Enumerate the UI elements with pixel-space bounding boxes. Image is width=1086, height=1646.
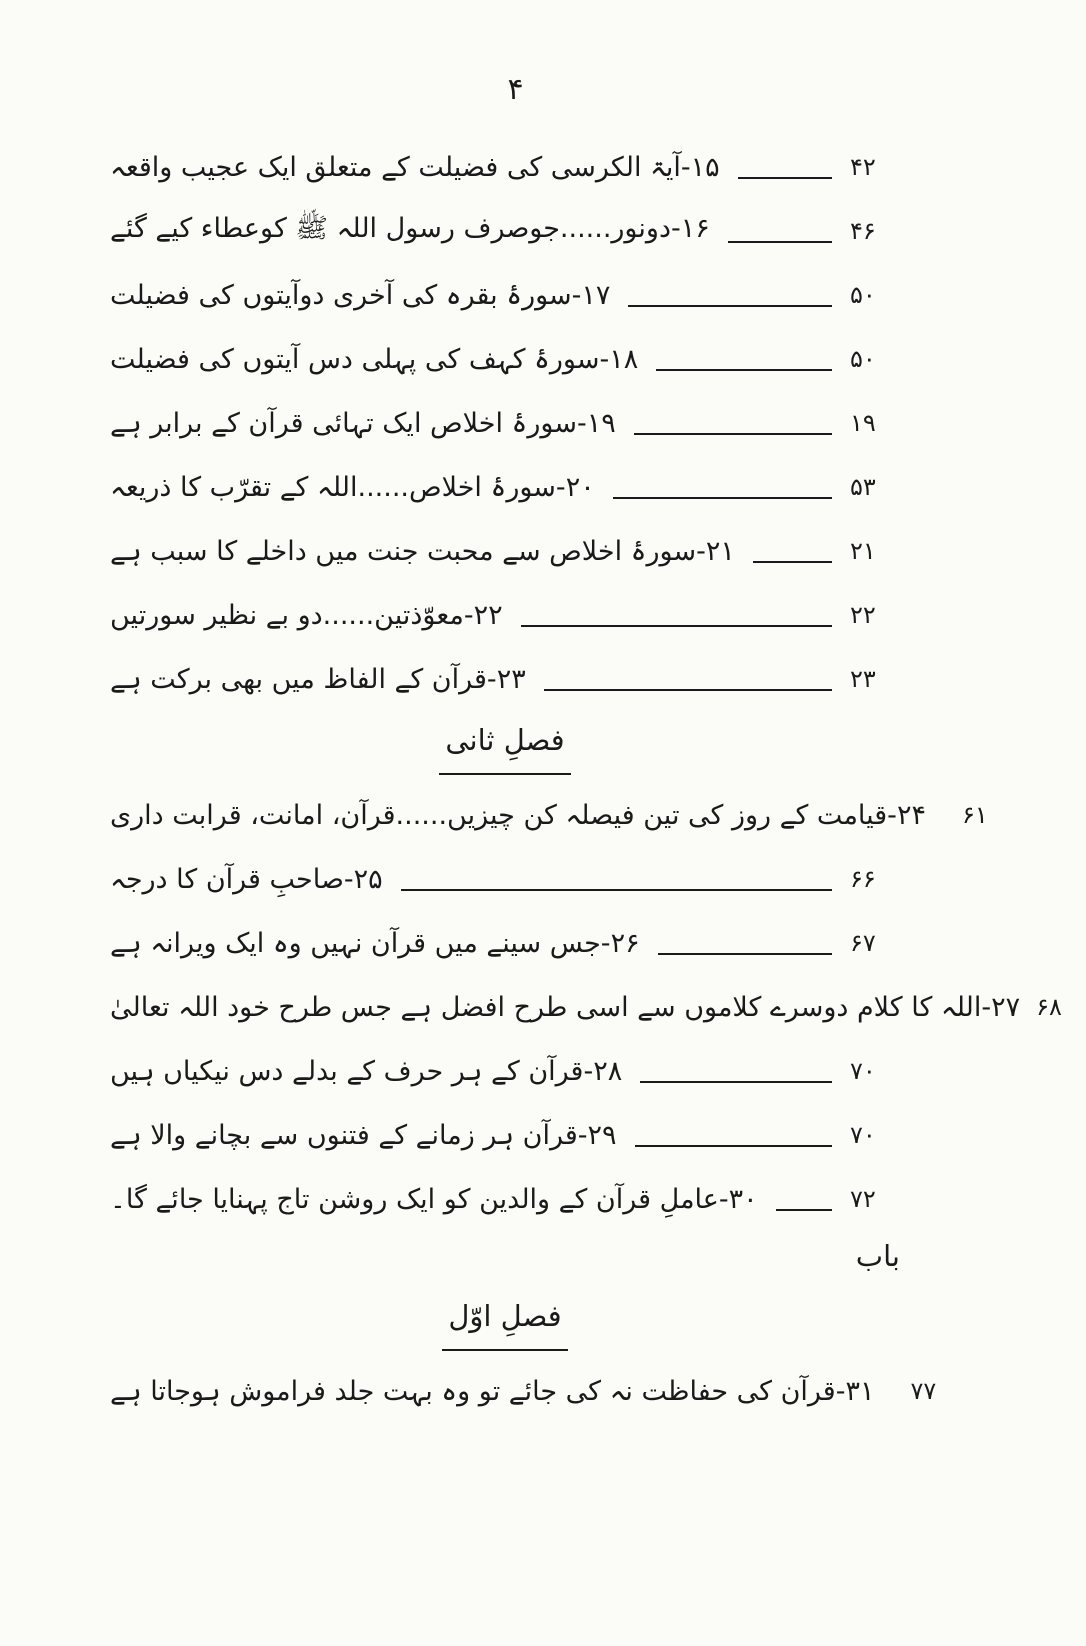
- toc-entry-page: ۶۸: [1036, 993, 1062, 1021]
- toc-entry: [110, 1359, 937, 1423]
- toc-entry-page: ۶۷: [850, 929, 876, 957]
- leader-line: [640, 1081, 832, 1083]
- toc-entry-page: ۱۹: [850, 409, 876, 437]
- toc-entry-page: ۷۰: [850, 1121, 876, 1149]
- toc-entry: [110, 647, 900, 711]
- leader-line: [658, 953, 832, 955]
- toc-entry-title: ۲۳-قرآن کے الفاظ میں بھی برکت ہے: [110, 663, 526, 695]
- toc-entry-title: ۲۱-سورۂ اخلاص سے محبت جنت میں داخلے کا سبب ہے: [110, 535, 735, 567]
- table-of-contents: [110, 135, 1062, 1423]
- page-number: ۴: [507, 72, 524, 107]
- toc-entry-page: ۵۰: [850, 281, 876, 309]
- toc-entry: [110, 847, 900, 911]
- toc-entry-page: ۴۲: [850, 153, 876, 181]
- toc-entry-title: ۱۵-آیۃ الکرسی کی فضیلت کے متعلق ایک عجیب واقعہ: [110, 151, 720, 183]
- toc-entry: [110, 135, 900, 199]
- toc-entry-page: ۶۱: [961, 801, 988, 829]
- toc-entry: [110, 911, 900, 975]
- section-heading-label: فصلِ ثانی: [439, 711, 570, 775]
- toc-entry-page: ۵۳: [850, 473, 876, 501]
- toc-entry: [110, 327, 900, 391]
- toc-entry-page: ۶۶: [850, 865, 876, 893]
- toc-entry: [110, 583, 900, 647]
- leader-line: [634, 433, 832, 435]
- toc-entry-page: ۲۳: [850, 665, 876, 693]
- toc-entry: [110, 1039, 900, 1103]
- toc-entry-title: ۲۸-قرآن کے ہر حرف کے بدلے دس نیکیاں ہیں: [110, 1055, 623, 1087]
- toc-entry-title: ۲۹-قرآن ہر زمانے کے فتنوں سے بچانے والا ہے: [110, 1119, 617, 1151]
- toc-entry: [110, 263, 900, 327]
- toc-entry-page: ۲۲: [850, 601, 876, 629]
- toc-entry-title: ۱۹-سورۂ اخلاص ایک تہائی قرآن کے برابر ہے: [110, 407, 616, 439]
- section-heading-label: فصلِ اوّل: [442, 1287, 567, 1351]
- toc-entry-title: ۲۴-قیامت کے روز کی تین فیصلہ کن چیزیں......قرآن، امانت، قرابت داری: [110, 799, 926, 831]
- toc-entry-title: ۲۰-سورۂ اخلاص......اللہ کے تقرّب کا ذریعہ: [110, 471, 595, 503]
- leader-line: [738, 177, 832, 179]
- leader-line: [753, 561, 832, 563]
- toc-entry-page: ۷۷: [910, 1377, 937, 1405]
- leader-line: [613, 497, 832, 499]
- chapter-label: باب: [855, 1239, 900, 1273]
- section-heading-second: [110, 711, 900, 783]
- toc-entry-title: ۲۷-اللہ کا کلام دوسرے کلاموں سے اسی طرح افضل ہے جس طرح خود اللہ تعالیٰ: [110, 991, 1021, 1023]
- leader-line: [628, 305, 832, 307]
- toc-entry-page: ۴۶: [850, 217, 876, 245]
- toc-entry-title: ۳۰-عاملِ قرآن کے والدین کو ایک روشن تاج پہنایا جائے گا۔: [110, 1183, 758, 1215]
- toc-entry-title: ۱۸-سورۂ کہف کی پہلی دس آیتوں کی فضیلت: [110, 343, 639, 375]
- toc-entry-title: ۱۷-سورۂ بقرہ کی آخری دوآیتوں کی فضیلت: [110, 279, 611, 311]
- leader-line: [635, 1145, 832, 1147]
- toc-entry: [110, 391, 900, 455]
- leader-line: [776, 1209, 832, 1211]
- toc-entry-page: ۵۰: [850, 345, 876, 373]
- toc-entry-page: ۲۱: [850, 537, 876, 565]
- toc-entry: [110, 199, 900, 263]
- toc-entry-title: ۲۵-صاحبِ قرآن کا درجہ: [110, 863, 383, 895]
- toc-entry-title: ۲۲-معوّذتین......دو بے نظیر سورتیں: [110, 599, 503, 631]
- leader-line: [728, 241, 832, 243]
- toc-entry: [110, 455, 900, 519]
- toc-entry-page: ۷۰: [850, 1057, 876, 1085]
- toc-entry-title: ۳۱-قرآن کی حفاظت نہ کی جائے تو وہ بہت جلد فراموش ہوجاتا ہے: [110, 1375, 875, 1407]
- toc-entry: [110, 519, 900, 583]
- toc-entry-title: ۲۶-جس سینے میں قرآن نہیں وہ ایک ویرانہ ہے: [110, 927, 640, 959]
- toc-entry: [110, 783, 988, 847]
- toc-entry: [110, 975, 1062, 1039]
- leader-line: [401, 889, 832, 891]
- toc-entry: [110, 1103, 900, 1167]
- section-heading-first: [110, 1287, 900, 1359]
- leader-line: [544, 689, 832, 691]
- toc-entry-title: ۱۶-دونور......جوصرف رسول اللہ ﷺ کوعطاء کیے گئے: [110, 213, 710, 244]
- toc-entry: [110, 1167, 900, 1231]
- leader-line: [521, 625, 832, 627]
- leader-line: [656, 369, 832, 371]
- toc-entry-page: ۷۲: [850, 1185, 876, 1213]
